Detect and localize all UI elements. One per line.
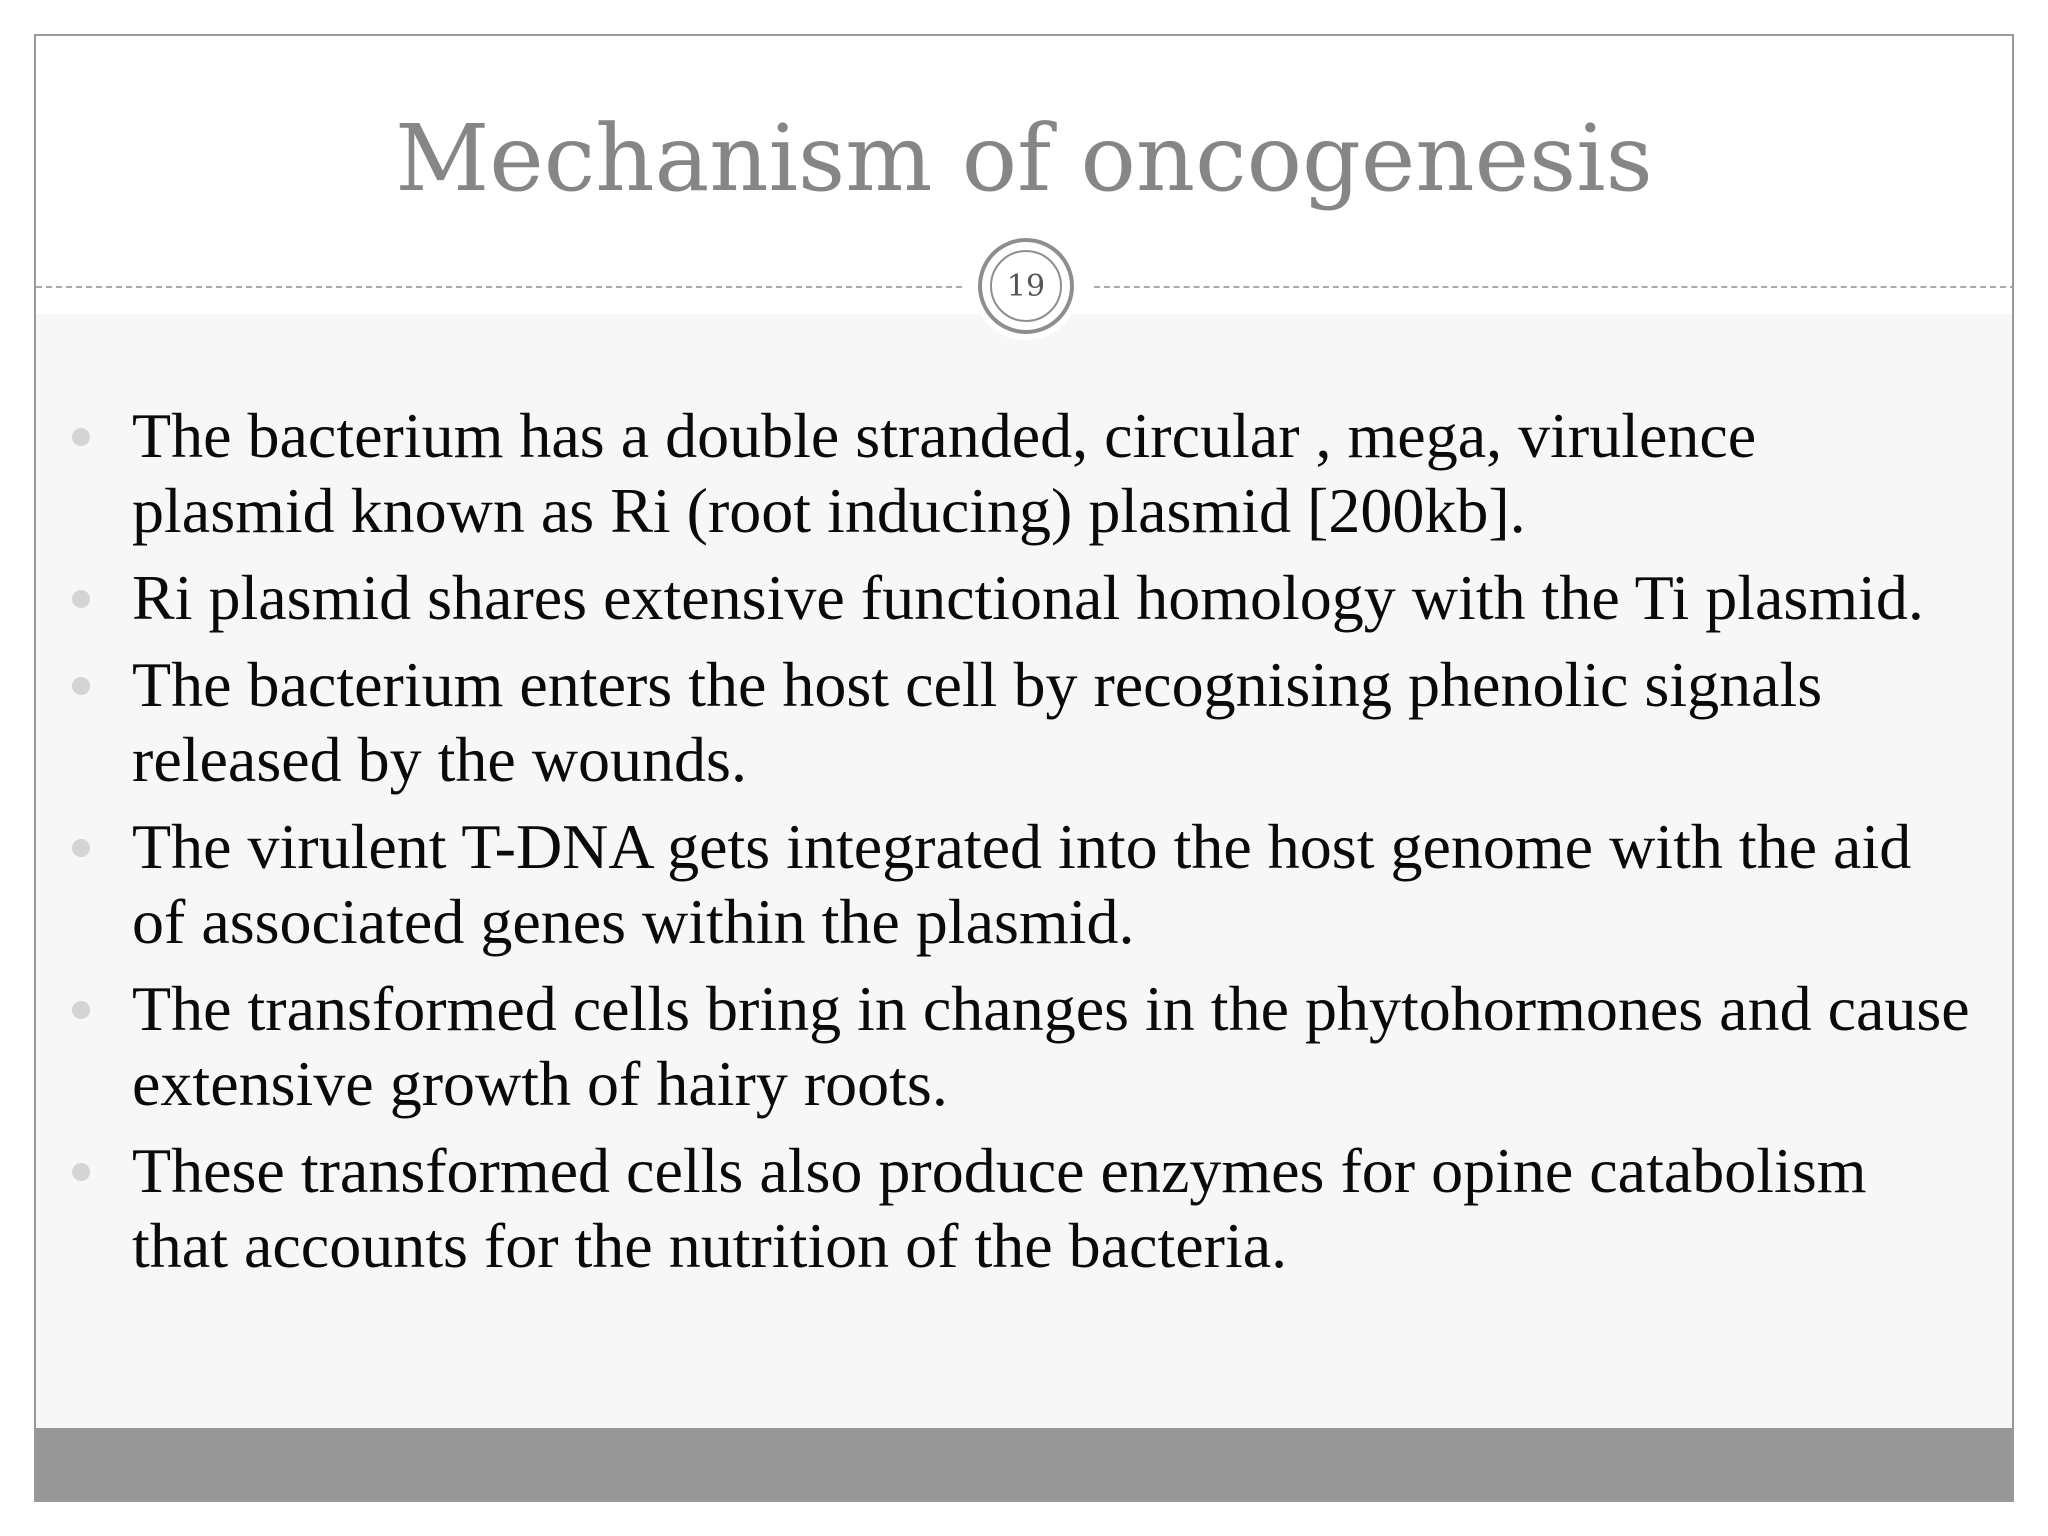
bullet-text: The bacterium enters the host cell by recognising phenolic signals released by the wounds. [132,649,1823,795]
bullet-item [36,560,2012,635]
bullet-marker-icon [72,1001,90,1019]
bullet-marker-icon [72,839,90,857]
slide-title: Mechanism of oncogenesis [395,105,1653,212]
bullet-item [36,1133,2012,1283]
bullet-marker-icon [72,590,90,608]
bullet-text: The transformed cells bring in changes in the phytohormones and cause extensive growth of hairy roots. [132,973,1970,1119]
page-number-ring [978,238,1074,334]
bullet-text: These transformed cells also produce enzymes for opine catabolism that accounts for the nutrition of the bacteria. [132,1135,1867,1281]
bullet-marker-icon [72,428,90,446]
footer-bar [36,1428,2012,1500]
bullet-marker-icon [72,677,90,695]
bullet-text: The virulent T-DNA gets integrated into the host genome with the aid of associated genes within the plasmid. [132,811,1912,957]
bullet-text: The bacterium has a double stranded, circular , mega, virulence plasmid known as Ri (root inducing) plasmid [200kb]. [132,400,1757,546]
bullet-text: Ri plasmid shares extensive functional homology with the Ti plasmid. [132,562,1924,633]
page-number: 19 [990,250,1062,322]
bullet-item [36,971,2012,1121]
bullet-marker-icon [72,1163,90,1181]
page-number-badge [972,232,1080,340]
title-divider-left [36,286,962,288]
bullet-item [36,809,2012,959]
bullet-list [36,398,2012,1295]
bullet-item [36,398,2012,548]
slide [34,34,2014,1502]
title-divider-right [1094,286,2014,288]
bullet-item [36,647,2012,797]
